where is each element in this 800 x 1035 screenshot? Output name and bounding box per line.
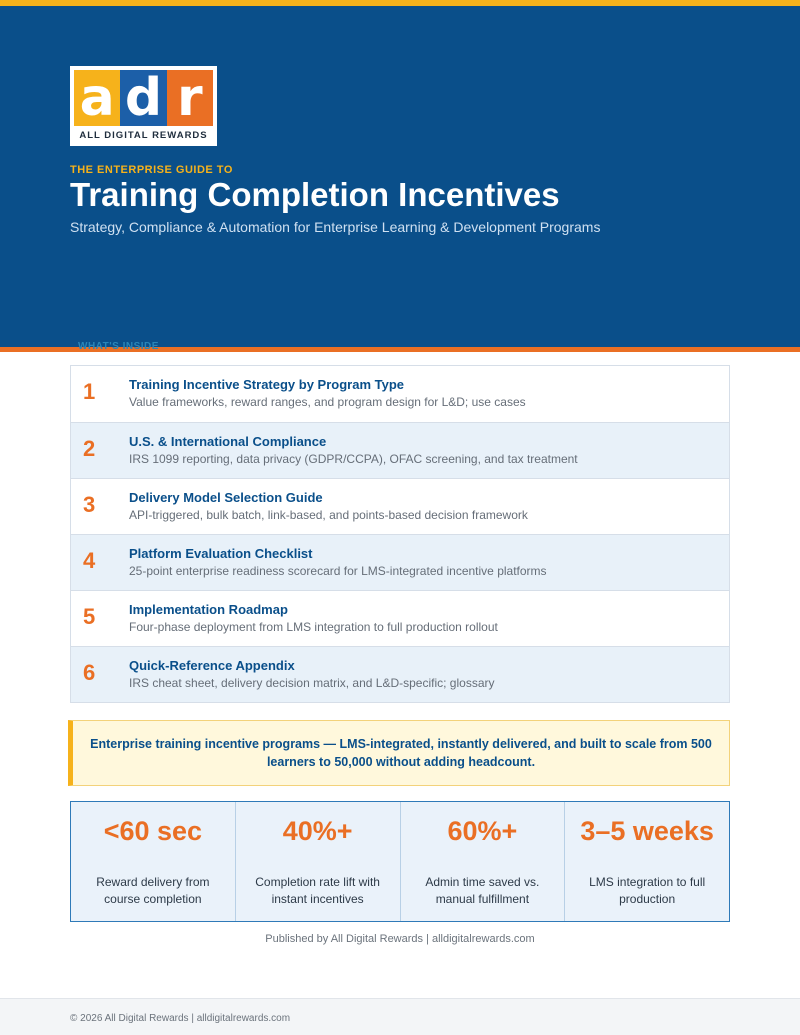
stat-card [564,802,729,921]
toc-item [71,590,729,646]
toc-item-heading: U.S. & International Compliance [129,434,327,449]
page-title: Training Completion Incentives [70,176,560,213]
stat-label: Reward delivery from course completion [96,875,210,906]
callout-text: Enterprise training incentive programs — LMS-integrated, instantly delivered, and built to scale from 500 learners to 50,000 without adding headcount. [90,737,712,769]
stat-card [235,802,400,921]
toc-item-description: API-triggered, bulk batch, link-based, and points-based decision framework [129,508,528,522]
toc-item [71,478,729,534]
logo-tile-d [120,70,166,126]
toc-item [71,366,729,422]
logo-tiles [74,70,213,126]
stat-card [71,802,235,921]
toc-item-number: 5 [83,604,96,629]
page-footer [0,998,800,1035]
toc-item-heading: Training Incentive Strategy by Program Type [129,377,404,392]
stat-label: LMS integration to full production [589,875,706,906]
toc-item-heading: Delivery Model Selection Guide [129,490,323,505]
footer-copyright: © 2026 All Digital Rewards | alldigitalrewards.com [70,1013,291,1024]
toc-item-heading: Quick-Reference Appendix [129,658,295,673]
logo-tile-r [167,70,213,126]
stat-value: 3–5 weeks [580,816,714,846]
toc-item-number: 2 [83,436,96,461]
toc-item-number: 3 [83,492,96,517]
callout-box [68,720,730,786]
stat-label: Admin time saved vs. manual fulfillment [425,875,540,906]
toc-item-number: 1 [83,379,96,404]
toc-item-description: IRS cheat sheet, delivery decision matrix, and L&D-specific; glossary [129,676,495,690]
toc-item-description: IRS 1099 reporting, data privacy (GDPR/CCPA), OFAC screening, and tax treatment [129,452,578,466]
logo-letter-r: r [176,68,203,128]
toc-item-description: 25-point enterprise readiness scorecard for LMS-integrated incentive platforms [129,564,547,578]
logo-wordmark: ALL DIGITAL REWARDS [79,130,208,141]
toc-item-number: 4 [83,548,96,573]
stat-value: 40%+ [282,816,353,846]
logo-tile-a [74,70,120,126]
toc-item-number: 6 [83,660,96,685]
section-label: WHAT'S INSIDE [78,341,159,352]
table-of-contents [70,365,730,703]
toc-item [71,422,729,478]
stats-panel [70,801,730,922]
toc-item-description: Value frameworks, reward ranges, and program design for L&D; use cases [129,395,526,409]
page-subtitle: Strategy, Compliance & Automation for Enterprise Learning & Development Programs [70,219,601,235]
toc-item [71,534,729,590]
publisher-line: Published by All Digital Rewards | alldigitalrewards.com [265,933,535,945]
adr-logo [70,66,217,146]
stat-value: <60 sec [103,816,203,846]
stat-value: 60%+ [447,816,518,846]
toc-item-heading: Platform Evaluation Checklist [129,546,313,561]
stat-label: Completion rate lift with instant incentives [255,875,380,906]
stat-card [400,802,565,921]
logo-letter-d: d [124,68,163,128]
logo-letter-a: a [79,68,115,128]
toc-item-description: Four-phase deployment from LMS integration to full production rollout [129,620,498,634]
hero-eyebrow: THE ENTERPRISE GUIDE TO [70,164,233,176]
toc-item-heading: Implementation Roadmap [129,602,288,617]
toc-item [71,646,729,702]
